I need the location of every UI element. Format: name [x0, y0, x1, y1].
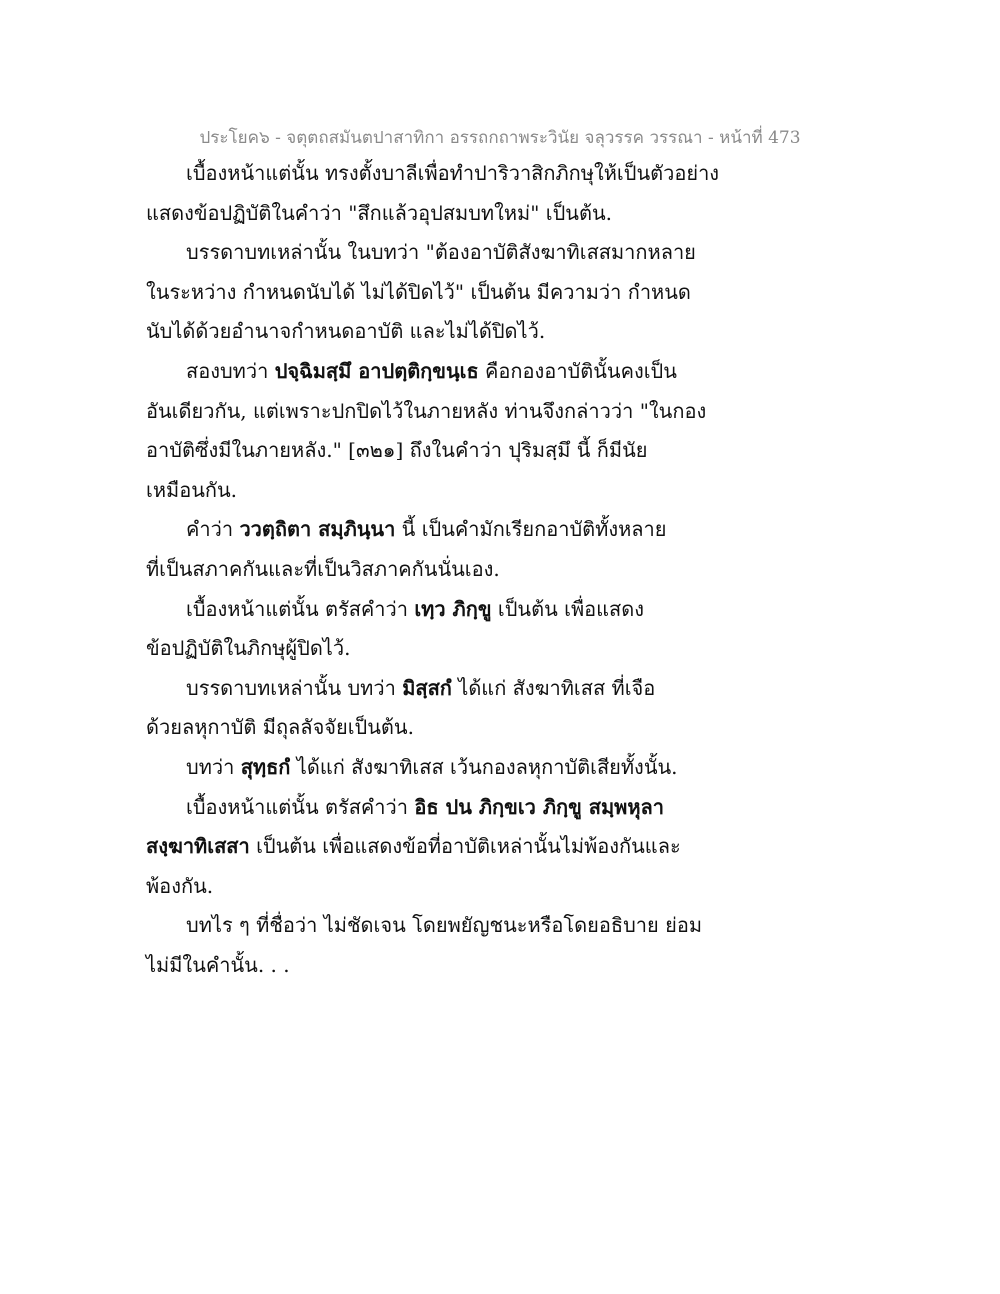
text-line — [146, 312, 706, 352]
text-line — [146, 708, 706, 748]
text-segment: บทไร ๆ ที่ชื่อว่า ไม่ชัดเจน โดยพยัญชนะหรือโดยอธิบาย ย่อม — [186, 913, 703, 938]
text-segment: บรรดาบทเหล่านั้น บทว่า — [186, 675, 403, 700]
text-segment: เบื้องหน้าแต่นั้น ตรัสคำว่า — [186, 596, 415, 621]
text-line — [146, 629, 706, 669]
text-segment: เบื้องหน้าแต่นั้น ทรงตั้งบาลีเพื่อทำปาริวาสิกภิกษุให้เป็นตัวอย่าง — [186, 161, 720, 185]
text-line — [146, 510, 706, 550]
pali-term: ววตฺถิตา สมฺภินฺนา — [239, 517, 396, 542]
text-segment: อาบัติซึ่งมีในภายหลัง." [๓๒๑] ถึงในคำว่า ปุริมสฺมึ นี้ ก็มีนัย — [146, 438, 648, 463]
page-header: ประโยค๖ - จตุตถสมันตปาสาทิกา อรรถกถาพระวินัย จลุวรรค วรรณา - หน้าที่ 473 — [199, 128, 801, 148]
text-segment: เป็นต้น เพื่อแสดง — [491, 596, 644, 621]
text-line — [146, 233, 706, 273]
pali-term: เทฺว ภิกฺขู — [414, 596, 492, 621]
text-segment: ด้วยลหุกาบัติ มีถุลลัจจัยเป็นต้น. — [146, 715, 414, 740]
text-segment: ที่เป็นสภาคกันและที่เป็นวิสภาคกันนั่นเอง. — [146, 556, 500, 581]
text-line — [146, 669, 706, 709]
text-segment: ได้แก่ สังฆาทิเสส ที่เจือ — [451, 675, 656, 700]
text-segment: ข้อปฏิบัติในภิกษุผู้ปิดไว้. — [146, 636, 351, 661]
text-segment: ได้แก่ สังฆาทิเสส เว้นกองลหุกาบัติเสียทั้งนั้น. — [290, 754, 678, 779]
text-line — [146, 550, 706, 590]
text-line — [146, 788, 706, 828]
text-segment: แสดงข้อปฏิบัติในคำว่า "สึกแล้วอุปสมบทใหม่" เป็นต้น. — [146, 200, 612, 225]
pali-term: สงฺฆาทิเสสา — [146, 834, 250, 859]
text-line — [146, 431, 706, 471]
text-segment: คำว่า — [186, 517, 240, 542]
text-segment: เหมือนกัน. — [146, 477, 238, 502]
text-line — [146, 154, 720, 194]
text-line — [146, 352, 706, 392]
text-segment: นับได้ด้วยอำนาจกำหนดอาบัติ และไม่ได้ปิดไว้. — [146, 319, 546, 344]
text-segment: สองบทว่า — [186, 358, 275, 383]
text-segment: เป็นต้น เพื่อแสดงข้อที่อาบัติเหล่านั้นไม่พ้องกันและ — [249, 834, 681, 859]
text-segment: บรรดาบทเหล่านั้น ในบทว่า "ต้องอาบัติสังฆาทิเสสมากหลาย — [186, 240, 696, 265]
text-segment: บทว่า — [186, 754, 241, 779]
text-line — [146, 946, 706, 986]
text-segment: พ้องกัน. — [146, 873, 214, 898]
text-line — [146, 471, 706, 511]
text-segment: ไม่มีในคำนั้น. . . — [146, 952, 290, 977]
text-line — [146, 590, 706, 630]
text-line — [146, 906, 706, 946]
text-line — [146, 748, 706, 788]
pali-term: มิสฺสกํ — [402, 675, 452, 700]
text-segment: เบื้องหน้าแต่นั้น ตรัสคำว่า — [186, 794, 415, 819]
pali-term: อิธ ปน ภิกฺขเว ภิกฺขู สมฺพหุลา — [414, 794, 665, 819]
text-line — [146, 827, 706, 867]
body-text — [146, 154, 720, 985]
text-line — [146, 194, 706, 234]
text-line — [146, 867, 706, 907]
text-segment: คือกองอาบัตินั้นคงเป็น — [478, 358, 677, 383]
text-segment: นี้ เป็นคำมักเรียกอาบัติทั้งหลาย — [395, 517, 667, 542]
pali-term: สุทฺธกํ — [240, 754, 291, 779]
text-segment: อันเดียวกัน, แต่เพราะปกปิดไว้ในภายหลัง ท่านจึงกล่าวว่า "ในกอง — [146, 398, 707, 423]
text-segment: ในระหว่าง กำหนดนับได้ ไม่ได้ปิดไว้" เป็นต้น มีความว่า กำหนด — [146, 279, 691, 304]
text-line — [146, 392, 706, 432]
pali-term: ปจฺฉิมสฺมึ อาปตฺติกฺขนฺเธ — [274, 358, 479, 383]
text-line — [146, 273, 706, 313]
